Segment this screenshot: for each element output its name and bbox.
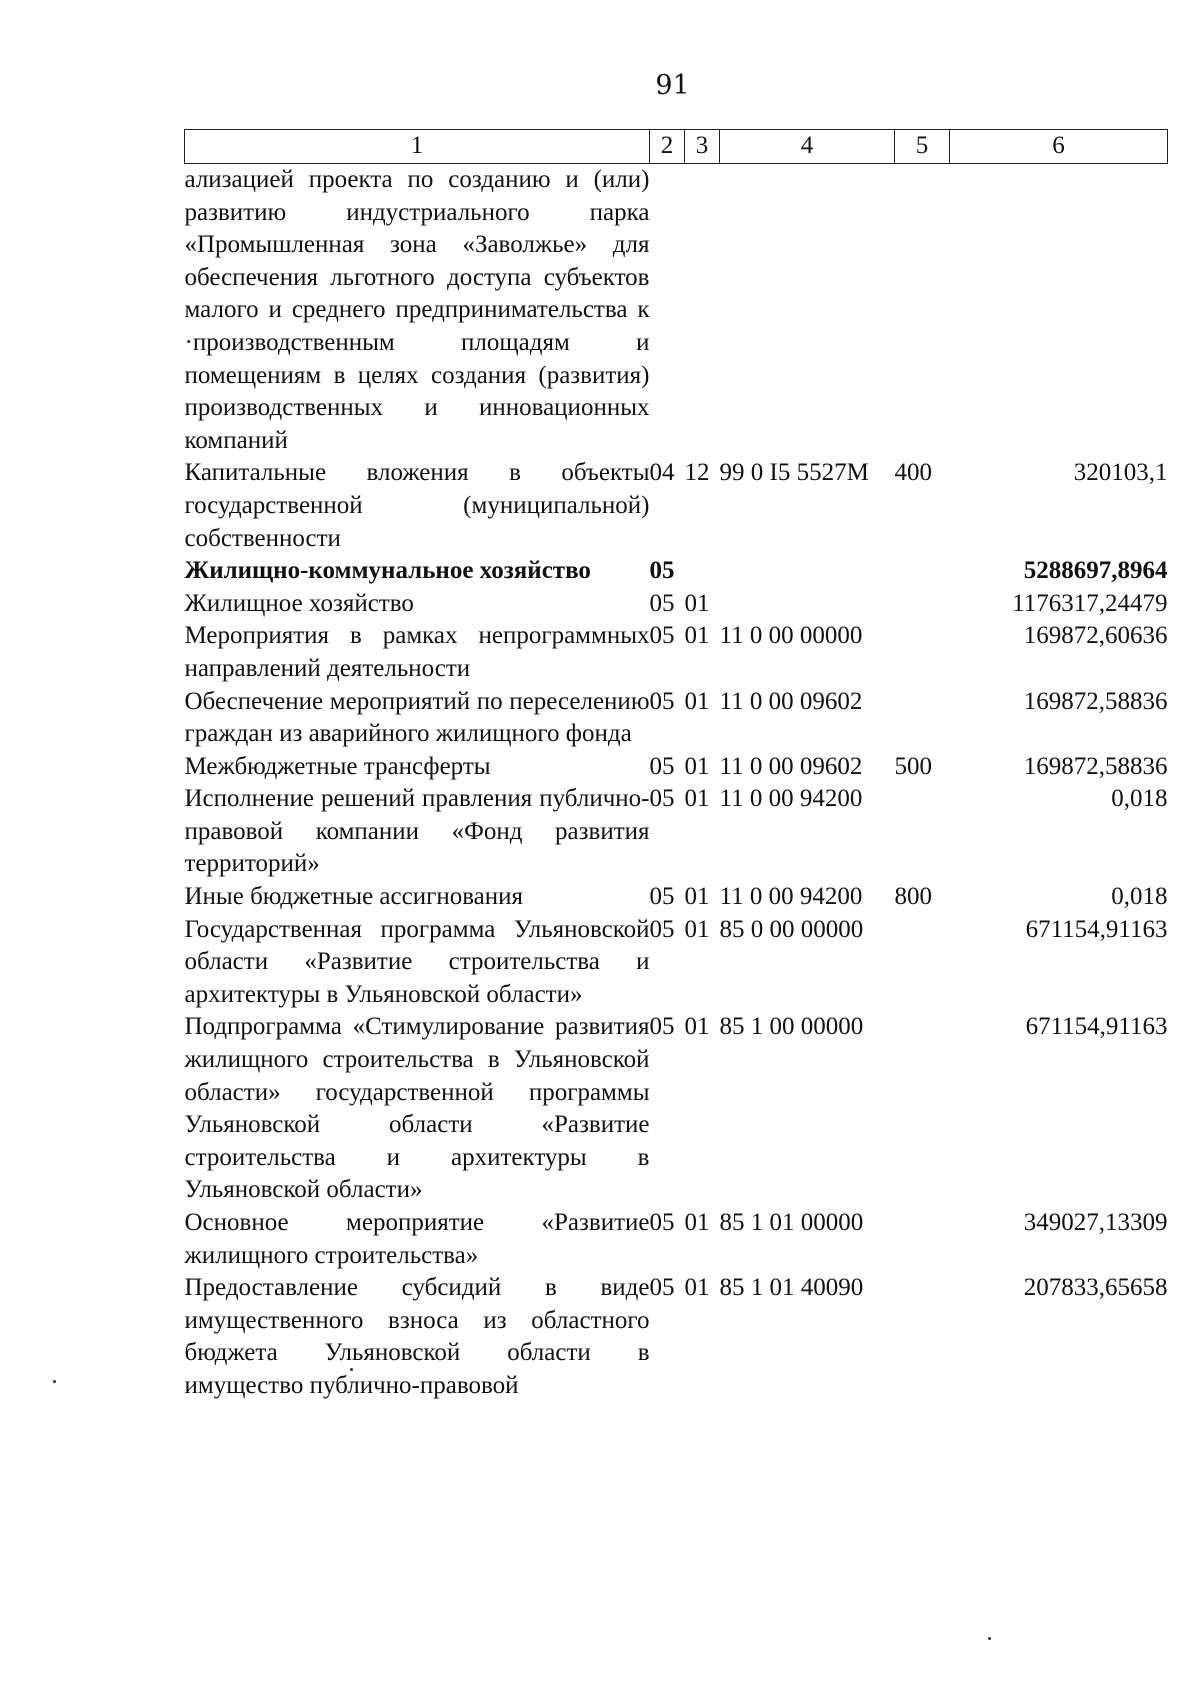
row-target-article: 11 0 00 09602 [719, 687, 863, 715]
row-name: Межбюджетные трансферты [184, 752, 491, 780]
row-subsection-code: 01 [684, 687, 710, 715]
row-amount: 671154,91163 [1025, 915, 1168, 943]
row-target-article: 85 1 00 00000 [719, 1013, 864, 1041]
row-amount [950, 164, 1168, 458]
row-section-code: 05 [649, 883, 675, 911]
header-col-5: 5 [895, 130, 950, 164]
table-row [185, 164, 1168, 458]
header-col-1: 1 [185, 130, 650, 164]
table-row [185, 457, 1168, 555]
table-row [185, 620, 1168, 685]
row-expense-type: 500 [894, 752, 932, 780]
row-expense-type [895, 1207, 950, 1272]
row-name: Жилищно-коммунальное хозяйство [184, 557, 591, 585]
row-section-code: 05 [649, 785, 675, 813]
table-row [185, 1272, 1168, 1402]
row-name: Основное мероприятие «Развитие жилищного строительства» [184, 1209, 650, 1269]
row-subsection-code: 01 [684, 1013, 710, 1041]
table-header-row [185, 130, 1168, 164]
scan-speck [988, 1637, 991, 1640]
table-row [185, 588, 1168, 621]
row-expense-type [895, 686, 950, 751]
row-name: Обеспечение мероприятий по переселению граждан из аварийного жилищного фонда [184, 687, 650, 748]
row-section-code: 05 [649, 622, 675, 650]
row-section-code [650, 164, 685, 458]
row-amount: 169872,58836 [1023, 687, 1168, 715]
row-subsection-code: 01 [684, 883, 710, 911]
header-col-2: 2 [650, 130, 685, 164]
row-expense-type: 800 [894, 883, 932, 911]
row-amount: 5288697,8964 [1023, 557, 1168, 585]
row-section-code: 05 [649, 557, 675, 585]
table-row [185, 1207, 1168, 1272]
row-subsection-code: 12 [684, 459, 710, 487]
row-expense-type [895, 1272, 950, 1402]
row-target-article: 11 0 00 94200 [719, 785, 863, 813]
row-amount: 169872,60636 [1023, 622, 1168, 650]
row-name: Капитальные вложения в объекты государственной (муниципальной) собственности [184, 459, 650, 552]
row-expense-type [895, 1011, 950, 1207]
row-expense-type [895, 164, 950, 458]
row-section-code: 05 [649, 752, 675, 780]
row-name: Жилищное хозяйство [184, 589, 414, 617]
row-target-article: 85 1 01 00000 [719, 1209, 864, 1236]
row-section-code: 05 [649, 915, 675, 943]
row-section-code: 05 [649, 589, 675, 617]
row-target-article [720, 588, 895, 621]
row-amount: 169872,58836 [1023, 752, 1168, 780]
row-name: Подпрограмма «Стимулирование развития жилищного строительства в Ульяновской области» государственной программы Ульяновской области «Развитие строительства и архитектуры в Ульяновской области» [184, 1013, 650, 1204]
table-body [185, 164, 1168, 1403]
row-amount: 671154,91163 [1025, 1013, 1168, 1041]
row-target-article: 85 1 01 40090 [719, 1274, 864, 1302]
scan-speck [350, 1368, 353, 1371]
scan-speck [53, 1380, 56, 1383]
row-subsection-code: 01 [684, 1209, 710, 1236]
row-expense-type [895, 783, 950, 881]
row-subsection-code [685, 555, 720, 588]
row-expense-type [895, 588, 950, 621]
table-row [185, 555, 1168, 588]
row-name: Исполнение решений правления публично-правовой компании «Фонд развития территорий» [184, 785, 650, 878]
table-row [185, 783, 1168, 881]
row-target-article: 11 0 00 09602 [719, 752, 863, 780]
budget-table-container [184, 129, 1167, 1403]
row-amount: 0,018 [1111, 785, 1168, 813]
row-section-code: 05 [649, 1013, 675, 1041]
row-name: ализацией проекта по созданию и (или) развитию индустриального парка «Промышленная зона «Заволжье» для обеспечения льготного доступа субъектов малого и среднего предпринимательства к ·производственным площадям и помещениям в целях создания (развития) производственных и инновационных компаний [184, 166, 650, 454]
row-target-article [720, 164, 895, 458]
header-col-6: 6 [950, 130, 1168, 164]
table-row [185, 686, 1168, 751]
row-name: Иные бюджетные ассигнования [184, 883, 524, 911]
row-expense-type [895, 914, 950, 1012]
row-section-code: 05 [649, 1274, 675, 1302]
row-amount: 349027,13309 [1023, 1209, 1168, 1236]
row-amount: 320103,1 [1073, 459, 1168, 487]
row-subsection-code: 01 [684, 589, 710, 617]
row-subsection-code [685, 164, 720, 458]
row-name: Мероприятия в рамках непрограммных направлений деятельности [184, 622, 650, 682]
budget-table [184, 129, 1168, 1403]
row-section-code: 05 [649, 687, 675, 715]
table-row [185, 1011, 1168, 1207]
table-row [185, 914, 1168, 1012]
row-target-article: 99 0 I5 5527M [719, 459, 869, 487]
row-section-code: 05 [649, 1209, 675, 1236]
row-target-article [720, 555, 895, 588]
row-amount: 207833,65658 [1023, 1274, 1168, 1302]
row-expense-type [895, 620, 950, 685]
row-subsection-code: 01 [684, 915, 710, 943]
row-subsection-code: 01 [684, 752, 710, 780]
header-col-3: 3 [685, 130, 720, 164]
row-subsection-code: 01 [684, 622, 710, 650]
row-subsection-code: 01 [684, 1274, 710, 1302]
row-name: Государственная программа Ульяновской области «Развитие строительства и архитектуры в Ульяновской области» [184, 915, 650, 1008]
page-number: 91 [655, 70, 690, 101]
table-row [185, 751, 1168, 784]
row-section-code: 04 [649, 459, 675, 487]
row-expense-type: 400 [894, 459, 932, 487]
table-row [185, 881, 1168, 914]
row-amount: 1176317,24479 [1012, 589, 1168, 617]
row-target-article: 11 0 00 94200 [719, 883, 863, 911]
row-expense-type [895, 555, 950, 588]
row-target-article: 85 0 00 00000 [719, 915, 864, 943]
row-name: Предоставление субсидий в виде имущественного взноса из областного бюджета Ульяновской области в имущество публично-правовой [184, 1274, 650, 1399]
row-amount: 0,018 [1111, 883, 1168, 911]
row-subsection-code: 01 [684, 785, 710, 813]
header-col-4: 4 [720, 130, 895, 164]
row-target-article: 11 0 00 00000 [719, 622, 863, 650]
